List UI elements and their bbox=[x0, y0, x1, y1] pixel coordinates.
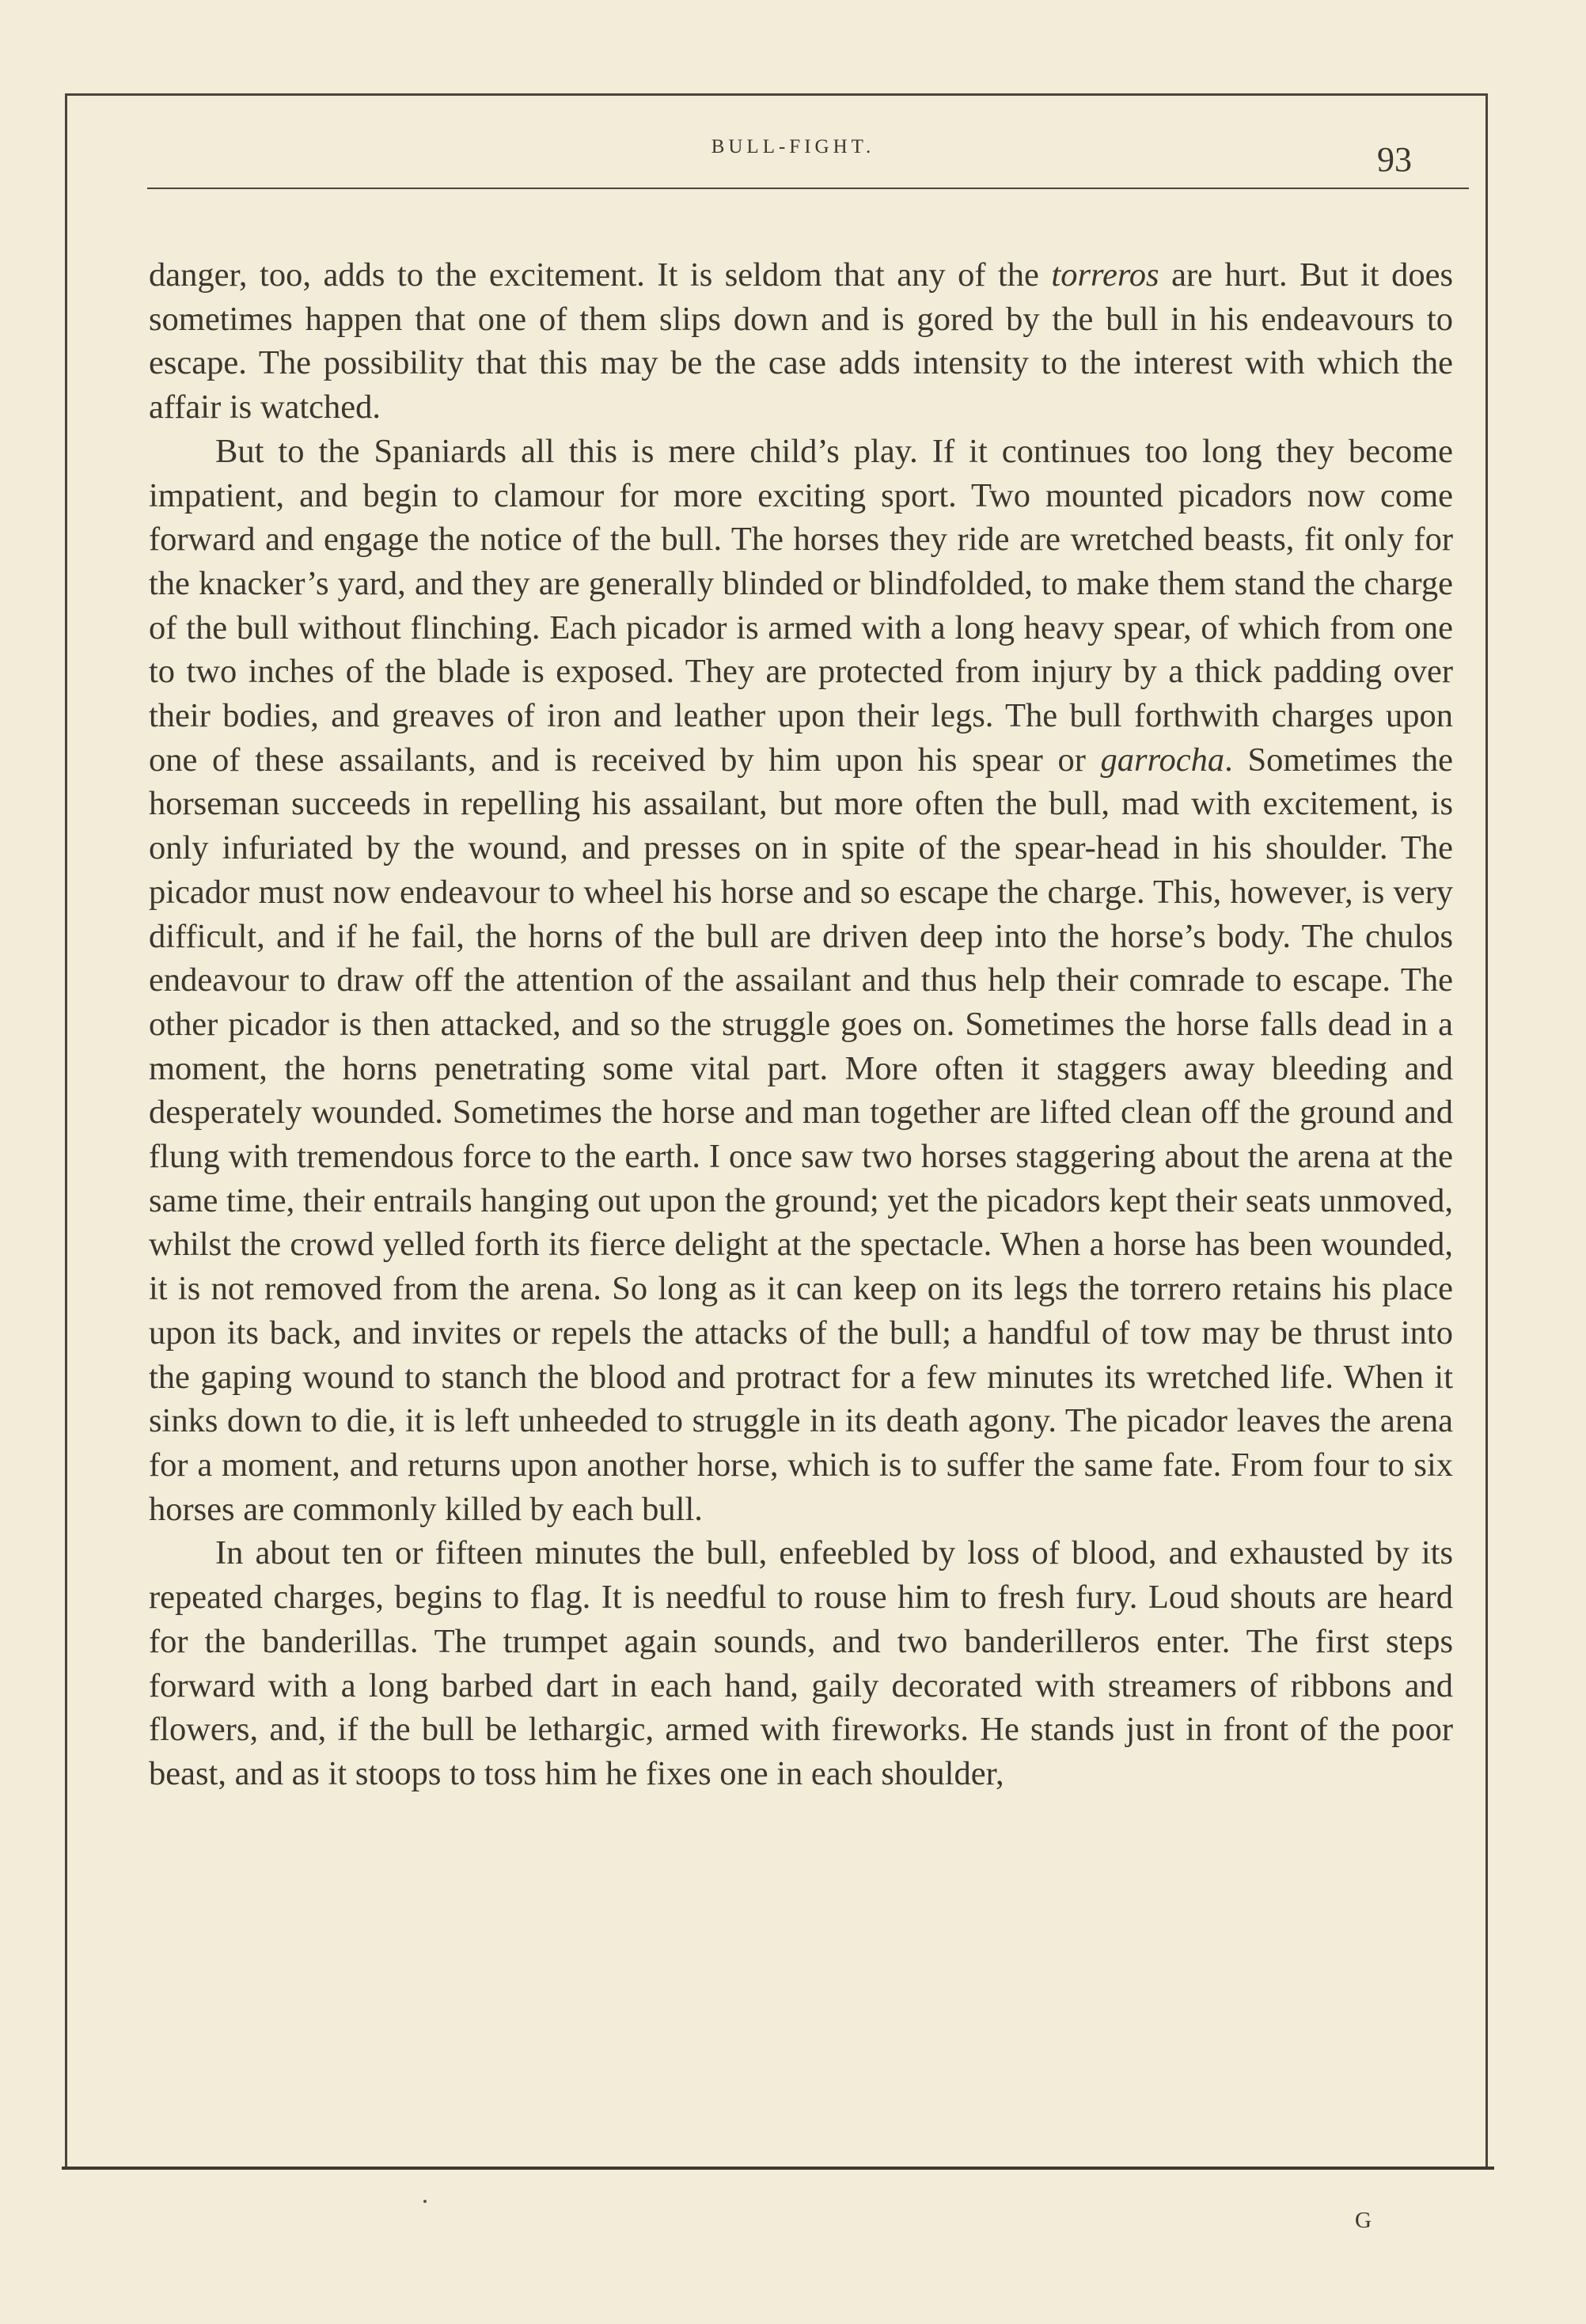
text-run: . Sometimes the horseman succeeds in repelling his assailant, but more often the bull, mad with excitement, is only infuriated by the wound, and presses on in spite of the spear-head in his shoulder. The picador must now endeavour to wheel his horse and so escape the charge. This, however, is very difficult, and if he fail, the horns of the bull are driven deep into the horse’s body. The chulos endeavour to draw off the attention of the assailant and thus help their comrade to escape. The other picador is then attacked, and so the struggle goes on. Sometimes the horse falls dead in a moment, the horns penetrating some vital part. More often it staggers away bleeding and desperately wounded. Sometimes the horse and man together are lifted clean off the ground and flung with tremendous force to the earth. I once saw two horses staggering about the arena at the same time, their entrails hanging out upon the ground; yet the picadors kept their seats unmoved, whilst the crowd yelled forth its fierce delight at the spectacle. When a horse has been wounded, it is not removed from the arena. So long as it can keep on its legs the torrero retains his place upon its back, and invites or repels the attacks of the bull; a handful of tow may be thrust into the gaping wound to stanch the blood and protract for a few minutes its wretched life. When it sinks down to die, it is left unheeded to struggle in its death agony. The picador leaves the arena for a moment, and returns upon another horse, which is to suffer the same fate. From four to six horses are commonly killed by each bull. bbox=[149, 741, 1453, 1528]
ink-speck bbox=[423, 2200, 427, 2203]
bottom-rule bbox=[62, 2167, 1494, 2170]
header-rule bbox=[147, 188, 1469, 189]
running-title: BULL-FIGHT. bbox=[711, 136, 875, 157]
italic-term: garrocha bbox=[1100, 741, 1225, 779]
text-run: In about ten or fifteen minutes the bull, enfeebled by loss of blood, and exhausted by its repeated charges, begins to flag. It is needful to rouse him to fresh fury. Loud shouts are heard for the banderillas. The trumpet again sounds, and two banderilleros enter. The first steps forward with a long barbed dart in each hand, gaily decorated with streamers of ribbons and flowers, and, if the bull be lethargic, armed with fireworks. He stands just in front of the poor beast, and as it stoops to toss him he fixes one in each shoulder, bbox=[149, 1534, 1453, 1792]
paragraph bbox=[149, 1531, 1453, 1795]
paragraph bbox=[149, 430, 1453, 1532]
text-run: But to the Spaniards all this is mere child’s play. If it continues too long they become impatient, and begin to clamour for more exciting sport. Two mounted picadors now come forward and engage the notice of the bull. The horses they ride are wretched beasts, fit only for the knacker’s yard, and they are generally blinded or blindfolded, to make them stand the charge of the bull without flinching. Each picador is armed with a long heavy spear, of which from one to two inches of the blade is exposed. They are protected from injury by a thick padding over their bodies, and greaves of iron and leather upon their legs. The bull forthwith charges upon one of these assailants, and is received by him upon his spear or bbox=[149, 432, 1453, 779]
text-run: are hurt. But it does sometimes happen that one of them slips down and is gored by the bull in his endeavours to escape. The possibility that this may be the case adds intensity to the interest with which the affair is watched. bbox=[149, 256, 1453, 427]
page-number: 93 bbox=[1377, 140, 1412, 179]
text-run: danger, too, adds to the excitement. It is seldom that any of the bbox=[149, 256, 1052, 294]
body-text bbox=[149, 253, 1453, 1796]
italic-term: torreros bbox=[1051, 256, 1159, 294]
paragraph bbox=[149, 253, 1453, 430]
signature-mark: G bbox=[1355, 2208, 1372, 2233]
